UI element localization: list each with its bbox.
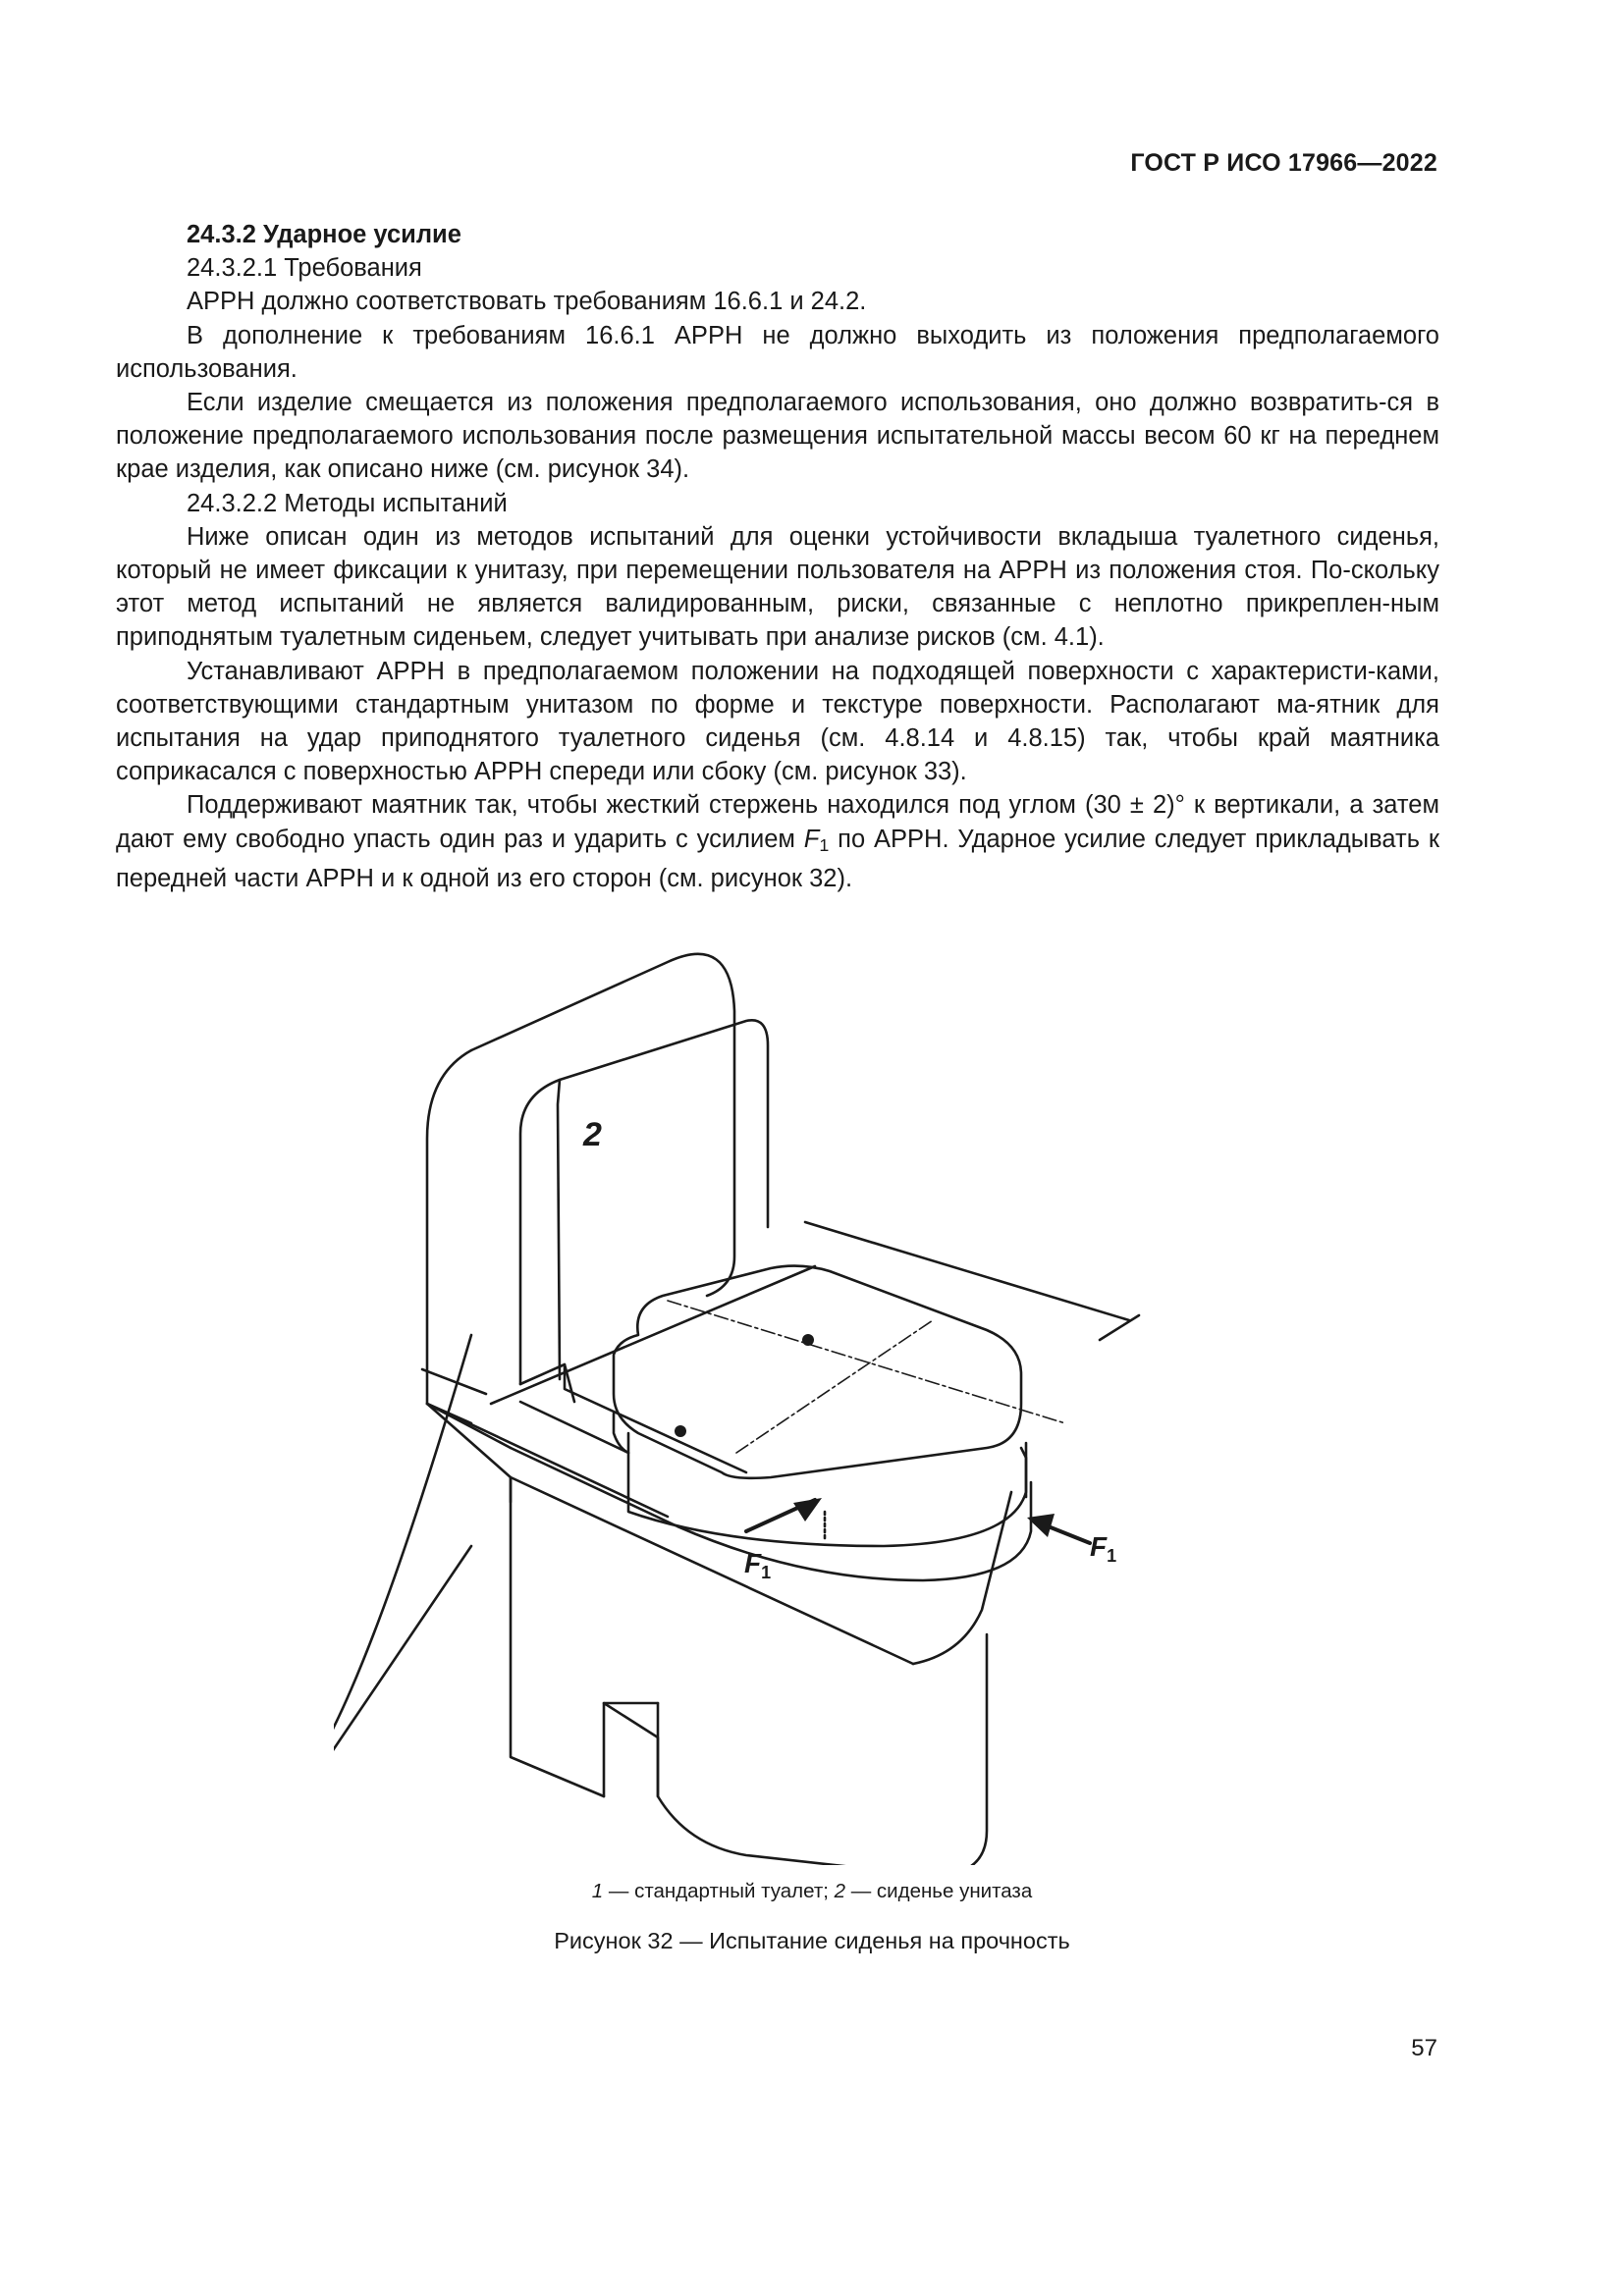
document-header-code: ГОСТ Р ИСО 17966—2022 (1130, 149, 1437, 177)
centerline-2 (668, 1301, 1065, 1423)
paragraph-requirements-1: АРРН должно соответствовать требованиям 16.6.1 и 24.2. (187, 288, 867, 316)
figure-title: Рисунок 32 — Испытание сиденья на прочность (554, 1928, 1070, 1953)
body-right-diag (511, 1477, 913, 1664)
paragraph-methods-1: Ниже описан один из методов испытаний для оценки устойчивости вкладыша туалетного сиденья, который не имеет фиксации к унитазу, при перемещении пользователя на АРРН из положения стоя. По-скольку этот метод испытаний не является валидированным, риски, связанные с неплотно прикреплен-ным приподнятым туалетным сиденьем, следует учитывать при анализе рисков (см. 4.1). (116, 522, 1439, 652)
section-text (116, 218, 1439, 895)
paragraph-requirements-3: Если изделие смещается из положения предполагаемого использования, оно должно возвратить-ся в положение предполагаемого использования после размещения испытательной массы весом 60 кг на переднем крае изделия, как описано ниже (см. рисунок 34). (116, 389, 1439, 484)
force-label-side-sub: 1 (1107, 1546, 1117, 1566)
leader-line-2 (334, 1335, 471, 1811)
seat-top (614, 1266, 1021, 1478)
section-24-3-2-title: 24.3.2 Ударное усилие (187, 221, 461, 248)
paragraph-methods-3 (116, 788, 1439, 895)
force-label-side-symbol: F (1090, 1531, 1108, 1562)
leader-dot-seat (802, 1334, 814, 1346)
figure-key-1-text: — стандартный туалет; (603, 1880, 835, 1902)
body-left (511, 1477, 604, 1796)
force-label-front (744, 1548, 771, 1582)
page-number: 57 (1411, 2035, 1437, 2061)
tank-left-side (427, 1050, 471, 1423)
paragraph-methods-3-part-b: по АРРН. Ударное усилие следует прикладывать к передней части АРРН и к одной из его сторон (см. рисунок 32). (116, 825, 1439, 892)
leader-dot-toilet (675, 1425, 686, 1437)
seat-lower-edge (520, 1402, 1026, 1546)
centerline-1 (736, 1320, 933, 1453)
figure-label-2: 2 (583, 1116, 602, 1153)
force-label-front-symbol: F (744, 1548, 762, 1578)
paragraph-requirements-2: В дополнение к требованиям 16.6.1 АРРН не должно выходить из положения предполагаемого использования. (116, 321, 1439, 383)
force-symbol: F (803, 825, 820, 853)
section-24-3-2-2-title: 24.3.2.2 Методы испытаний (187, 489, 508, 517)
bowl-front-lower (658, 1634, 987, 1865)
body-top-edge (427, 1404, 511, 1502)
dimension-line-right (805, 1222, 1129, 1320)
paragraph-methods-3-part-a: Поддерживают маятник так, чтобы жесткий стержень находился под углом (30 ± 2)° к вертикали, а затем дают ему свободно упасть один раз и ударить с усилием (116, 791, 1439, 853)
force-label-front-sub: 1 (761, 1563, 772, 1582)
paragraph-methods-2: Устанавливают АРРН в предполагаемом положении на подходящей поверхности с характеристи-ками, соответствующими стандартным унитазом по форме и текстуре поверхности. Располагают ма-ятник для испытания на удар приподнятого туалетного сиденья (см. 4.8.14 и 4.8.15) так, чтобы край маятника соприкасался с поверхностью АРРН спереди или сбоку (см. рисунок 33). (116, 657, 1439, 786)
force-label-side (1090, 1531, 1116, 1566)
figure-key (0, 1880, 1624, 1903)
figure-key-2-text: — сиденье унитаза (845, 1880, 1033, 1902)
dimension-line-left (491, 1266, 815, 1404)
tank-outline (471, 954, 734, 1296)
figure-key-1-number: 1 (591, 1880, 604, 1902)
force-subscript: 1 (819, 834, 830, 855)
leader-line-1 (334, 1546, 471, 1850)
section-24-3-2-1-title: 24.3.2.1 Требования (187, 254, 422, 283)
figure-32-drawing (334, 942, 1218, 1865)
cutout (604, 1703, 658, 1796)
figure-key-2-number: 2 (834, 1880, 846, 1902)
